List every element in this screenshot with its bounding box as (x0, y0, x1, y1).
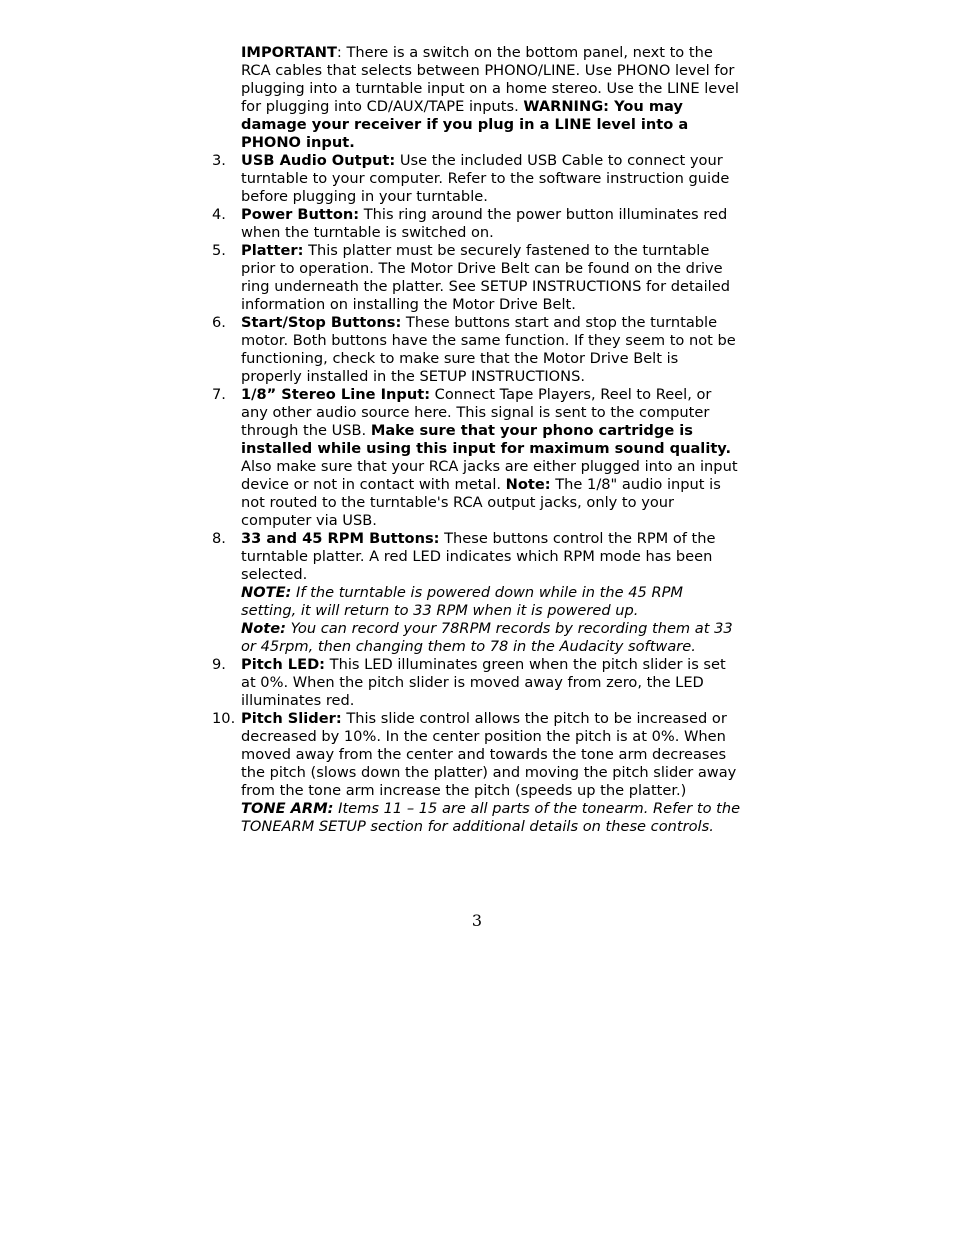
item-text: Use the included USB Cable to connect your turntable to your computer. Refer to the software instruction guide before plugging in your turntable. (241, 152, 730, 205)
item-label: Start/Stop Buttons: (241, 314, 402, 331)
item-label: 33 and 45 RPM Buttons: (241, 530, 440, 547)
item-number: 9. (212, 656, 226, 673)
item-text: This LED illuminates green when the pitch slider is set at 0%. When the pitch slider is moved away from zero, the LED illuminates red. (241, 656, 726, 709)
item-bold-text: Make sure that your phono cartridge is installed while using this input for maximum sound quality. (241, 422, 732, 457)
page-number: 3 (471, 911, 483, 930)
important-notice (241, 44, 741, 152)
item-label: 1/8” Stereo Line Input: (241, 386, 431, 403)
list-item-10 (212, 710, 741, 836)
item-number: 3. (212, 152, 226, 169)
note-text: If the turntable is powered down while in the 45 RPM setting, it will return to 33 RPM when it is powered up. (241, 584, 684, 619)
note-text: You can record your 78RPM records by recording them at 33 or 45rpm, then changing them to 78 in the Audacity software. (241, 620, 733, 655)
note-label: NOTE: (241, 584, 292, 601)
item-label: Pitch LED: (241, 656, 326, 673)
body-text (212, 44, 741, 836)
item-text: This slide control allows the pitch to be increased or decreased by 10%. In the center position the pitch is at 0%. When moved away from the center and towards the tone arm decreases the pitch (slows down the platter) and moving the pitch slider away from the tone arm increase the pitch (speeds up the platter.) (241, 710, 737, 799)
item-number: 7. (212, 386, 226, 403)
item-text: These buttons start and stop the turntable motor. Both buttons have the same function. If they seem to not be functioning, check to make sure that the Motor Drive Belt is properly installed in the SETUP INSTRUCTIONS. (241, 314, 736, 385)
item-text: These buttons control the RPM of the turntable platter. A red LED indicates which RPM mode has been selected. (241, 530, 716, 583)
item-number: 5. (212, 242, 226, 259)
item-number: 6. (212, 314, 226, 331)
recording-note (241, 620, 741, 656)
item-text: Connect Tape Players, Reel to Reel, or any other audio source here. This signal is sent to the computer through the USB. (241, 386, 712, 439)
list-item-8 (212, 530, 741, 656)
list-item-3 (212, 152, 741, 206)
item-number: 4. (212, 206, 226, 223)
list-item-6 (212, 314, 741, 386)
item-label: Platter: (241, 242, 304, 259)
important-text: : There is a switch on the bottom panel, next to the RCA cables that selects between PHONO/LINE. Use PHONO level for plugging into a turntable input on a home stereo. Use the LINE level for plugging into CD/AUX/TAPE inputs. (241, 44, 739, 115)
item-text: This ring around the power button illuminates red when the turntable is switched on. (241, 206, 728, 241)
note-text: Items 11 – 15 are all parts of the tonearm. Refer to the TONEARM SETUP section for additional details on these controls. (241, 800, 741, 835)
list-item-5 (212, 242, 741, 314)
note-label: Note: (241, 620, 286, 637)
tone-arm-note (241, 800, 741, 836)
item-number: 10. (212, 710, 236, 727)
item-label: Power Button: (241, 206, 360, 223)
note-label: Note: (505, 476, 551, 493)
item-label: USB Audio Output: (241, 152, 396, 169)
list-item-7 (212, 386, 741, 530)
item-text-continued: Also make sure that your RCA jacks are either plugged into an input device or not in contact with metal. (241, 458, 738, 493)
list-item-9 (212, 656, 741, 710)
list-item-4 (212, 206, 741, 242)
important-label: IMPORTANT (241, 44, 337, 61)
warning-text: WARNING: You may damage your receiver if you plug in a LINE level into a PHONO input. (241, 98, 689, 151)
note-text: The 1/8" audio input is not routed to the turntable's RCA output jacks, only to your computer via USB. (241, 476, 721, 529)
rpm-note (241, 584, 741, 620)
note-label: TONE ARM: (241, 800, 334, 817)
item-number: 8. (212, 530, 226, 547)
item-label: Pitch Slider: (241, 710, 342, 727)
item-text: This platter must be securely fastened to the turntable prior to operation. The Motor Drive Belt can be found on the drive ring underneath the platter. See SETUP INSTRUCTIONS for detailed information on installing the Motor Drive Belt. (241, 242, 730, 313)
